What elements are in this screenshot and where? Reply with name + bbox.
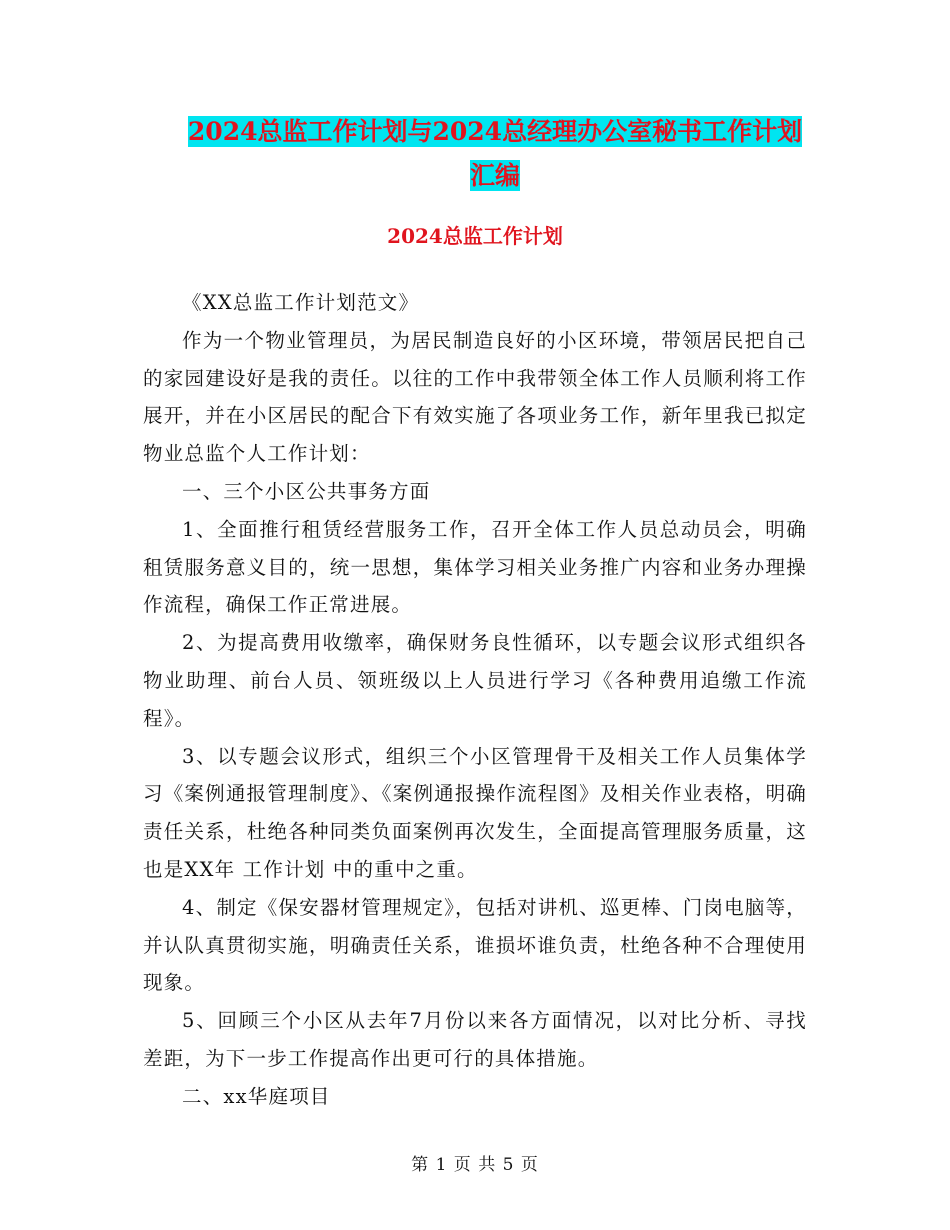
paragraph-intro: 作为一个物业管理员，为居民制造良好的小区环境，带领居民把自己的家园建设好是我的责任。以往的工作中我带领全体工作人员顺利将工作展开，并在小区居民的配合下有效实施了各项业务工作，新年里我已拟定物业总监个人工作计划： <box>143 328 807 466</box>
paragraph-item-1: 1、全面推行租赁经营服务工作，召开全体工作人员总动员会，明确租赁服务意义目的，统一思想，集体学习相关业务推广内容和业务办理操作流程，确保工作正常进展。 <box>143 517 807 617</box>
document-body <box>143 284 807 1116</box>
document-title-line-2: 汇编 <box>469 161 520 190</box>
paragraph-item-5: 5、回顾三个小区从去年7月份以来各方面情况，以对比分析、寻找差距，为下一步工作提高作出更可行的具体措施。 <box>143 1009 807 1070</box>
document-title-line-1: 2024总监工作计划与2024总经理办公室秘书工作计划 <box>187 117 803 146</box>
section-title: 2024总监工作计划 <box>387 224 563 248</box>
document-title <box>140 110 850 198</box>
paragraph-item-4: 4、制定《保安器材管理规定》，包括对讲机、巡更棒、门岗电脑等，并认队真贯彻实施，明确责任关系，谁损坏谁负责，杜绝各种不合理使用现象。 <box>143 895 807 995</box>
paragraph-item-2: 2、为提高费用收缴率，确保财务良性循环，以专题会议形式组织各物业助理、前台人员、领班级以上人员进行学习《各种费用追缴工作流程》。 <box>143 631 807 730</box>
paragraph-subtitle: 《XX总监工作计划范文》 <box>182 291 420 314</box>
page-footer: 第 1 页 共 5 页 <box>411 1155 539 1175</box>
paragraph-heading-2: 二、xx华庭项目 <box>182 1084 331 1108</box>
paragraph-item-3: 3、以专题会议形式，组织三个小区管理骨干及相关工作人员集体学习《案例通报管理制度》、《案例通报操作流程图》及相关作业表格，明确责任关系，杜绝各种同类负面案例再次发生，全面提高管理服务质量，这也是XX年 工作计划 中的重中之重。 <box>143 744 807 881</box>
paragraph-heading-1: 一、三个小区公共事务方面 <box>182 479 431 503</box>
